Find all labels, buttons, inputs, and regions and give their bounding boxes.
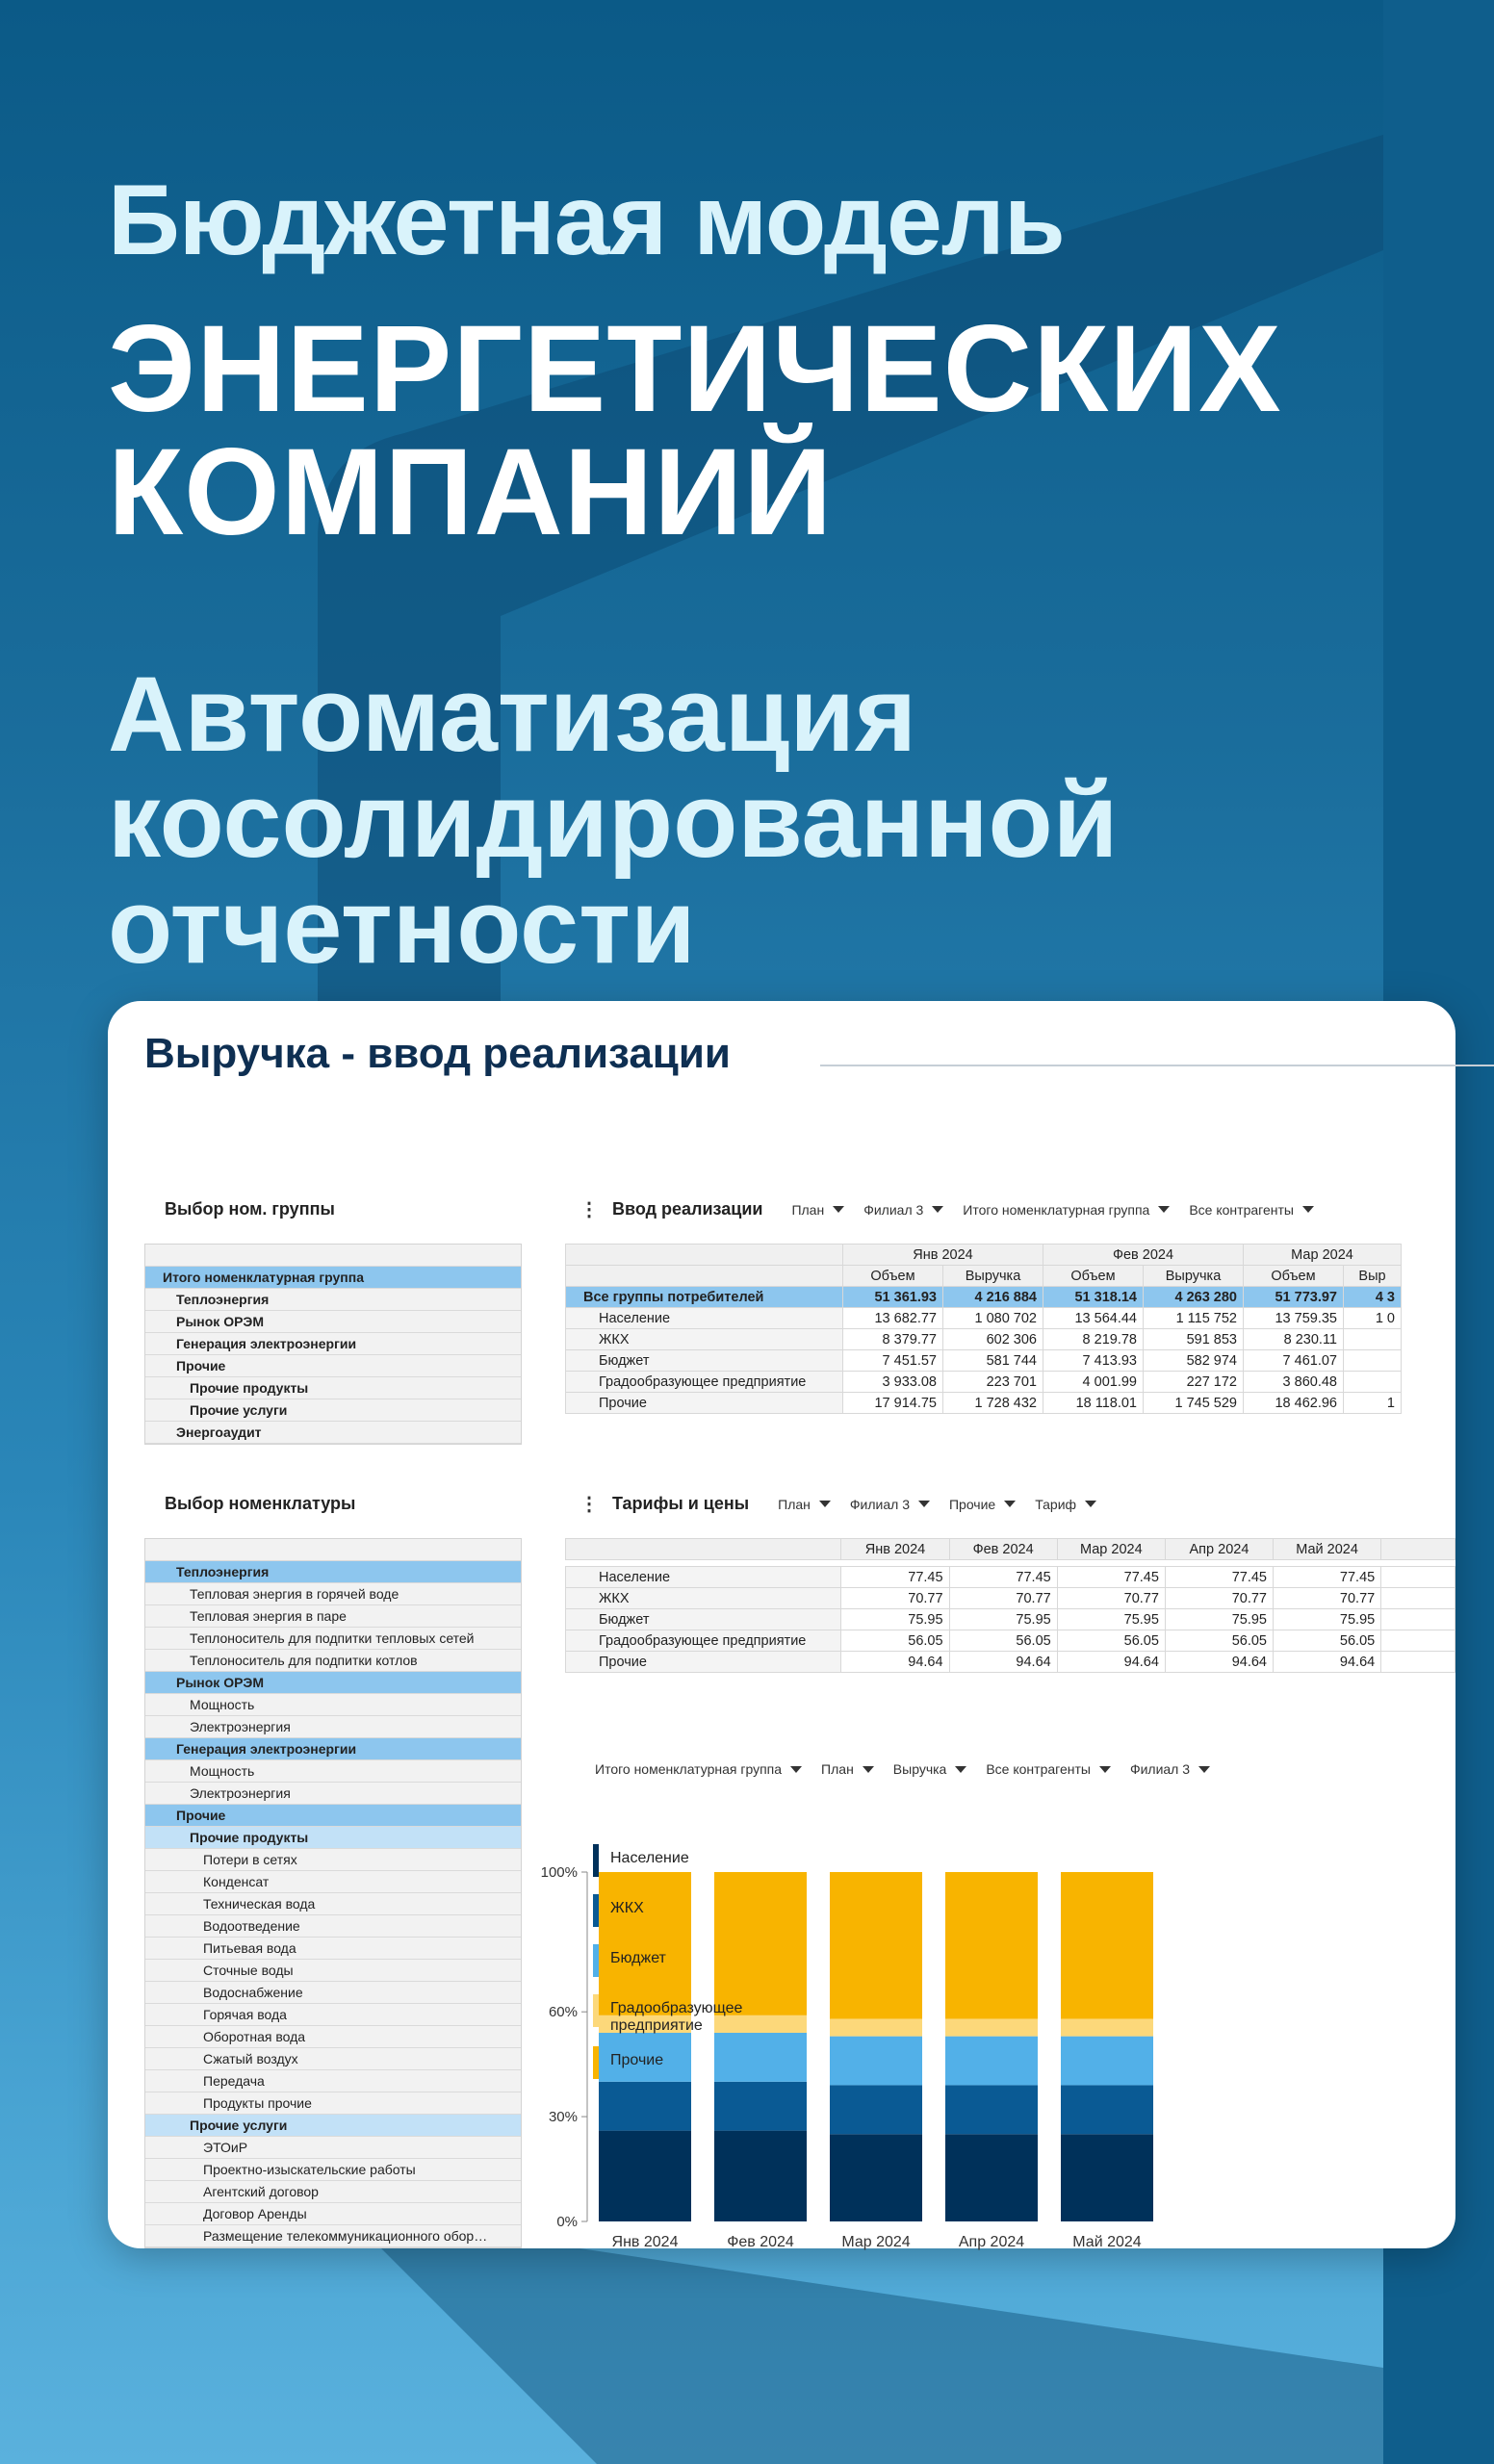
y-tick-label: 30% bbox=[548, 2109, 578, 2126]
bar-segment[interactable] bbox=[714, 2131, 807, 2221]
value-cell[interactable]: 51 318.14 bbox=[1043, 1287, 1144, 1308]
tree-item[interactable]: Водоснабжение bbox=[145, 1982, 521, 2004]
month-header: Мар 2024 bbox=[1057, 1539, 1165, 1560]
spacer-cell bbox=[1057, 1560, 1165, 1567]
value-cell[interactable]: 7 461.07 bbox=[1244, 1350, 1344, 1372]
value-cell[interactable]: 3 860.48 bbox=[1244, 1372, 1344, 1393]
row-label: Все группы потребителей bbox=[566, 1287, 843, 1308]
value-cell[interactable]: 56.05 bbox=[949, 1630, 1057, 1652]
hero-line-2 bbox=[108, 300, 1282, 561]
tree-item[interactable]: Водоотведение bbox=[145, 1915, 521, 1938]
tariffs-title: Тарифы и цены bbox=[612, 1494, 750, 1513]
header-cell bbox=[566, 1266, 843, 1287]
value-cell[interactable]: 1 bbox=[1344, 1393, 1402, 1414]
tree-item[interactable]: Тепловая энергия в паре bbox=[145, 1605, 521, 1628]
filter-dropdown[interactable]: Все контрагенты bbox=[986, 1761, 1111, 1777]
value-cell[interactable]: 75.95 bbox=[1165, 1609, 1273, 1630]
legend-label: Градообразующее предприятие bbox=[610, 2000, 743, 2034]
value-cell[interactable]: 8 230.11 bbox=[1244, 1329, 1344, 1350]
filter-dropdown[interactable]: Все контрагенты bbox=[1189, 1202, 1314, 1218]
value-cell[interactable]: 17 914.75 bbox=[843, 1393, 943, 1414]
value-cell[interactable]: 75.95 bbox=[1274, 1609, 1381, 1630]
value-cell[interactable]: 77.45 bbox=[949, 1567, 1057, 1588]
row-label: Бюджет bbox=[566, 1609, 841, 1630]
filter-dropdown[interactable]: План bbox=[821, 1761, 874, 1777]
legend-label: Прочие bbox=[610, 2052, 664, 2068]
tree-item[interactable]: Генерация электроэнергии bbox=[145, 1738, 521, 1760]
tariffs-table bbox=[565, 1538, 1455, 1673]
hero-line-2b: КОМПАНИЙ bbox=[108, 424, 834, 561]
filter-dropdown[interactable]: План bbox=[791, 1202, 844, 1218]
value-cell[interactable] bbox=[1344, 1350, 1402, 1372]
bar-segment[interactable] bbox=[830, 2018, 922, 2036]
tree-item[interactable]: Оборотная вода bbox=[145, 2026, 521, 2048]
nomen-tree bbox=[144, 1538, 522, 2248]
filter-dropdown[interactable]: Прочие bbox=[949, 1497, 1016, 1512]
bar-segment[interactable] bbox=[830, 2134, 922, 2221]
tree-item[interactable]: Агентский договор bbox=[145, 2181, 521, 2203]
tree-item[interactable]: Прочие bbox=[145, 1355, 521, 1377]
y-tick-label: 60% bbox=[548, 2004, 578, 2021]
row-label: Население bbox=[566, 1567, 841, 1588]
filter-dropdown[interactable]: План bbox=[778, 1497, 831, 1512]
tree-item[interactable]: Договор Аренды bbox=[145, 2203, 521, 2225]
tree-item[interactable]: ЭТОиР bbox=[145, 2137, 521, 2159]
value-cell[interactable]: 3 933.08 bbox=[843, 1372, 943, 1393]
subheader-cell: Объем bbox=[1043, 1266, 1144, 1287]
value-cell[interactable]: 591 853 bbox=[1144, 1329, 1244, 1350]
legend-label: Население bbox=[610, 1850, 689, 1866]
subheader-cell: Объем bbox=[843, 1266, 943, 1287]
bar-segment[interactable] bbox=[1061, 2134, 1153, 2221]
value-cell[interactable]: 8 379.77 bbox=[843, 1329, 943, 1350]
y-tick-label: 100% bbox=[540, 1864, 578, 1881]
legend-swatch bbox=[593, 1994, 599, 2027]
row-label: ЖКХ bbox=[566, 1329, 843, 1350]
tree-item[interactable]: Проектно-изыскательские работы bbox=[145, 2159, 521, 2181]
table-row bbox=[566, 1652, 1455, 1673]
month-header: Май 2024 bbox=[1274, 1539, 1381, 1560]
tree-item[interactable]: Продукты прочие bbox=[145, 2092, 521, 2115]
value-cell bbox=[1381, 1567, 1455, 1588]
tree-item[interactable] bbox=[145, 1245, 521, 1267]
value-cell[interactable] bbox=[1344, 1372, 1402, 1393]
value-cell[interactable]: 56.05 bbox=[1274, 1630, 1381, 1652]
tree-item[interactable]: Размещение телекоммуникационного обор… bbox=[145, 2225, 521, 2247]
value-cell[interactable]: 70.77 bbox=[949, 1588, 1057, 1609]
bar-segment[interactable] bbox=[714, 2082, 807, 2131]
value-cell[interactable]: 4 216 884 bbox=[943, 1287, 1043, 1308]
bar-segment[interactable] bbox=[830, 2037, 922, 2086]
title-divider bbox=[820, 1065, 1494, 1066]
bar-segment[interactable] bbox=[945, 2085, 1038, 2134]
tree-item[interactable]: Сжатый воздух bbox=[145, 2048, 521, 2070]
legend-swatch bbox=[593, 1844, 599, 1877]
tree-item[interactable]: Прочие услуги bbox=[145, 2115, 521, 2137]
spacer-cell bbox=[841, 1560, 949, 1567]
bar-segment[interactable] bbox=[945, 2134, 1038, 2221]
value-cell[interactable]: 1 115 752 bbox=[1144, 1308, 1244, 1329]
bar-segment[interactable] bbox=[945, 1872, 1038, 2018]
tree-item[interactable]: Питьевая вода bbox=[145, 1938, 521, 1960]
legend-swatch bbox=[593, 1944, 599, 1977]
filter-dropdown[interactable]: Филиал 3 bbox=[850, 1497, 930, 1512]
y-tick-label: 0% bbox=[556, 2214, 578, 2230]
kebab-menu-icon[interactable]: ⋮ bbox=[580, 1493, 599, 1515]
legend-label: Бюджет bbox=[610, 1950, 666, 1966]
group-tree-title: Выбор ном. группы bbox=[165, 1199, 335, 1219]
value-cell[interactable]: 7 413.93 bbox=[1043, 1350, 1144, 1372]
value-cell[interactable]: 7 451.57 bbox=[843, 1350, 943, 1372]
value-cell[interactable]: 77.45 bbox=[1165, 1567, 1273, 1588]
spacer-cell bbox=[949, 1560, 1057, 1567]
subheader-cell: Объем bbox=[1244, 1266, 1344, 1287]
header-cell bbox=[1381, 1539, 1455, 1560]
x-tick-label: Апр 2024 bbox=[958, 2234, 1025, 2250]
spacer-row bbox=[566, 1560, 1455, 1567]
x-tick-label: Мар 2024 bbox=[841, 2234, 911, 2250]
value-cell[interactable]: 70.77 bbox=[1165, 1588, 1273, 1609]
tree-item[interactable]: Передача bbox=[145, 2070, 521, 2092]
row-label: Градообразующее предприятие bbox=[566, 1630, 841, 1652]
legend-item[interactable] bbox=[593, 1944, 784, 1977]
tree-item[interactable]: Генерация электроэнергии bbox=[145, 1333, 521, 1355]
tree-item[interactable]: Электроэнергия bbox=[145, 1783, 521, 1805]
row-label: Бюджет bbox=[566, 1350, 843, 1372]
table-row bbox=[566, 1372, 1402, 1393]
tree-item[interactable]: Прочие bbox=[145, 1805, 521, 1827]
bar-segment[interactable] bbox=[830, 1872, 922, 2018]
table-header-row bbox=[566, 1539, 1455, 1560]
bar-segment[interactable] bbox=[945, 2018, 1038, 2036]
tree-item[interactable]: Прочие услуги bbox=[145, 1399, 521, 1422]
sales-title: Ввод реализации bbox=[612, 1199, 763, 1219]
value-cell bbox=[1381, 1588, 1455, 1609]
tree-item[interactable]: Электроэнергия bbox=[145, 1716, 521, 1738]
legend-swatch bbox=[593, 2046, 599, 2079]
legend-item[interactable] bbox=[593, 2046, 784, 2079]
value-cell[interactable]: 70.77 bbox=[1274, 1588, 1381, 1609]
hero-line-3b: косолидированной bbox=[108, 761, 1119, 880]
header-cell bbox=[566, 1539, 841, 1560]
filter-dropdown[interactable]: Выручка bbox=[893, 1761, 967, 1777]
value-cell[interactable]: 13 759.35 bbox=[1244, 1308, 1344, 1329]
tree-item[interactable]: Тепловая энергия в горячей воде bbox=[145, 1583, 521, 1605]
filter-dropdown[interactable]: Филиал 3 bbox=[863, 1202, 943, 1218]
spacer-cell bbox=[1381, 1560, 1455, 1567]
subheader-cell: Выручка bbox=[943, 1266, 1043, 1287]
table-row bbox=[566, 1350, 1402, 1372]
tree-item[interactable]: Мощность bbox=[145, 1694, 521, 1716]
value-cell[interactable]: 1 745 529 bbox=[1144, 1393, 1244, 1414]
value-cell[interactable]: 77.45 bbox=[1274, 1567, 1381, 1588]
month-header: Янв 2024 bbox=[841, 1539, 949, 1560]
tree-item[interactable] bbox=[145, 1539, 521, 1561]
tree-item[interactable]: Сточные воды bbox=[145, 1960, 521, 1982]
tariff-filters bbox=[778, 1497, 1116, 1512]
spacer-cell bbox=[566, 1560, 841, 1567]
bar-segment[interactable] bbox=[945, 2037, 1038, 2086]
spacer-cell bbox=[1274, 1560, 1381, 1567]
value-cell bbox=[1381, 1609, 1455, 1630]
value-cell[interactable]: 227 172 bbox=[1144, 1372, 1244, 1393]
table-row bbox=[566, 1287, 1402, 1308]
tree-item[interactable]: Горячая вода bbox=[145, 2004, 521, 2026]
kebab-menu-icon[interactable]: ⋮ bbox=[580, 1198, 599, 1220]
filter-dropdown[interactable]: Итого номенклатурная группа bbox=[595, 1761, 802, 1777]
value-cell[interactable]: 581 744 bbox=[943, 1350, 1043, 1372]
value-cell bbox=[1381, 1630, 1455, 1652]
value-cell[interactable]: 70.77 bbox=[841, 1588, 949, 1609]
tree-item[interactable]: Прочие продукты bbox=[145, 1827, 521, 1849]
value-cell[interactable]: 94.64 bbox=[1165, 1652, 1273, 1673]
tree-item[interactable]: Энергоаудит bbox=[145, 1422, 521, 1444]
value-cell bbox=[1381, 1652, 1455, 1673]
hero-line-3c: отчетности bbox=[108, 867, 696, 986]
table-header-row bbox=[566, 1245, 1402, 1266]
legend-item[interactable] bbox=[593, 1994, 784, 2035]
table-row bbox=[566, 1567, 1455, 1588]
tree-item[interactable]: Рынок ОРЭМ bbox=[145, 1672, 521, 1694]
tree-item[interactable]: Рынок ОРЭМ bbox=[145, 1311, 521, 1333]
value-cell[interactable]: 56.05 bbox=[1165, 1630, 1273, 1652]
bar-segment[interactable] bbox=[1061, 2018, 1153, 2036]
value-cell[interactable]: 94.64 bbox=[1274, 1652, 1381, 1673]
month-header: Апр 2024 bbox=[1165, 1539, 1273, 1560]
row-label: Прочие bbox=[566, 1393, 843, 1414]
table-row bbox=[566, 1393, 1402, 1414]
sales-table bbox=[565, 1244, 1402, 1414]
x-tick-label: Май 2024 bbox=[1072, 2234, 1142, 2250]
tree-item[interactable]: Теплоэнергия bbox=[145, 1289, 521, 1311]
row-label: Прочие bbox=[566, 1652, 841, 1673]
tariffs-toolbar bbox=[580, 1494, 1116, 1514]
tree-item[interactable]: Прочие продукты bbox=[145, 1377, 521, 1399]
tree-item[interactable]: Конденсат bbox=[145, 1871, 521, 1893]
table-row bbox=[566, 1588, 1455, 1609]
value-cell[interactable]: 75.95 bbox=[841, 1609, 949, 1630]
tree-item[interactable]: Итого номенклатурная группа bbox=[145, 1267, 521, 1289]
value-cell[interactable]: 56.05 bbox=[1057, 1630, 1165, 1652]
table-row bbox=[566, 1630, 1455, 1652]
value-cell[interactable]: 18 118.01 bbox=[1043, 1393, 1144, 1414]
tree-item[interactable]: Техническая вода bbox=[145, 1893, 521, 1915]
value-cell[interactable]: 51 361.93 bbox=[843, 1287, 943, 1308]
filter-dropdown[interactable]: Итого номенклатурная группа bbox=[963, 1202, 1170, 1218]
value-cell[interactable]: 8 219.78 bbox=[1043, 1329, 1144, 1350]
month-header: Фев 2024 bbox=[1043, 1245, 1244, 1266]
hero-line-2a: ЭНЕРГЕТИЧЕСКИХ bbox=[108, 300, 1282, 438]
table-row bbox=[566, 1609, 1455, 1630]
value-cell[interactable]: 77.45 bbox=[1057, 1567, 1165, 1588]
month-header: Фев 2024 bbox=[949, 1539, 1057, 1560]
chart-filters bbox=[595, 1761, 1229, 1777]
bar-segment[interactable] bbox=[599, 2082, 691, 2131]
legend-label: ЖКХ bbox=[610, 1900, 644, 1916]
value-cell[interactable] bbox=[1344, 1329, 1402, 1350]
value-cell[interactable]: 70.77 bbox=[1057, 1588, 1165, 1609]
spacer-cell bbox=[1165, 1560, 1273, 1567]
tree-item[interactable]: Теплоноситель для подпитки котлов bbox=[145, 1650, 521, 1672]
legend-item[interactable] bbox=[593, 1844, 784, 1877]
hero-line-3a: Автоматизация bbox=[108, 655, 917, 774]
bar-segment[interactable] bbox=[1061, 2037, 1153, 2086]
value-cell[interactable]: 582 974 bbox=[1144, 1350, 1244, 1372]
value-cell[interactable]: 94.64 bbox=[949, 1652, 1057, 1673]
row-label: Градообразующее предприятие bbox=[566, 1372, 843, 1393]
filter-dropdown[interactable]: Тариф bbox=[1035, 1497, 1096, 1512]
row-label: ЖКХ bbox=[566, 1588, 841, 1609]
tree-item[interactable]: Мощность bbox=[145, 1760, 521, 1783]
table-row bbox=[566, 1308, 1402, 1329]
filter-dropdown[interactable]: Филиал 3 bbox=[1130, 1761, 1210, 1777]
value-cell[interactable]: 1 728 432 bbox=[943, 1393, 1043, 1414]
bar-segment[interactable] bbox=[1061, 2085, 1153, 2134]
table-row bbox=[566, 1329, 1402, 1350]
value-cell[interactable]: 18 462.96 bbox=[1244, 1393, 1344, 1414]
value-cell[interactable]: 602 306 bbox=[943, 1329, 1043, 1350]
bar-segment[interactable] bbox=[599, 2131, 691, 2221]
bar-segment[interactable] bbox=[1061, 1872, 1153, 2018]
tree-item[interactable]: Теплоэнергия bbox=[145, 1561, 521, 1583]
value-cell[interactable]: 94.64 bbox=[1057, 1652, 1165, 1673]
header-cell bbox=[566, 1245, 843, 1266]
sales-toolbar bbox=[580, 1199, 1333, 1219]
value-cell[interactable]: 4 001.99 bbox=[1043, 1372, 1144, 1393]
value-cell[interactable]: 51 773.97 bbox=[1244, 1287, 1344, 1308]
subheader-cell: Выр bbox=[1344, 1266, 1402, 1287]
value-cell[interactable]: 13 564.44 bbox=[1043, 1308, 1144, 1329]
value-cell[interactable]: 4 263 280 bbox=[1144, 1287, 1244, 1308]
value-cell[interactable]: 1 0 bbox=[1344, 1308, 1402, 1329]
value-cell[interactable]: 13 682.77 bbox=[843, 1308, 943, 1329]
sales-filters bbox=[791, 1202, 1332, 1218]
hero-line-3 bbox=[108, 655, 1119, 986]
legend-item[interactable] bbox=[593, 1894, 784, 1927]
bar-segment[interactable] bbox=[830, 2085, 922, 2134]
value-cell[interactable]: 1 080 702 bbox=[943, 1308, 1043, 1329]
month-header: Янв 2024 bbox=[843, 1245, 1043, 1266]
nomen-tree-title: Выбор номенклатуры bbox=[165, 1494, 356, 1513]
value-cell[interactable]: 4 3 bbox=[1344, 1287, 1402, 1308]
value-cell[interactable]: 56.05 bbox=[841, 1630, 949, 1652]
card-title: Выручка - ввод реализации bbox=[144, 1030, 731, 1077]
value-cell[interactable]: 75.95 bbox=[949, 1609, 1057, 1630]
x-tick-label: Фев 2024 bbox=[727, 2234, 794, 2250]
row-label: Население bbox=[566, 1308, 843, 1329]
value-cell[interactable]: 94.64 bbox=[841, 1652, 949, 1673]
table-subheader-row bbox=[566, 1266, 1402, 1287]
x-tick-label: Янв 2024 bbox=[611, 2234, 679, 2250]
tree-item[interactable]: Потери в сетях bbox=[145, 1849, 521, 1871]
value-cell[interactable]: 223 701 bbox=[943, 1372, 1043, 1393]
hero-line-1: Бюджетная модель bbox=[108, 165, 1065, 276]
value-cell[interactable]: 75.95 bbox=[1057, 1609, 1165, 1630]
group-tree bbox=[144, 1244, 522, 1445]
subheader-cell: Выручка bbox=[1144, 1266, 1244, 1287]
value-cell[interactable]: 77.45 bbox=[841, 1567, 949, 1588]
legend-swatch bbox=[593, 1894, 599, 1927]
tree-item[interactable]: Теплоноситель для подпитки тепловых сетей bbox=[145, 1628, 521, 1650]
month-header: Мар 2024 bbox=[1244, 1245, 1402, 1266]
